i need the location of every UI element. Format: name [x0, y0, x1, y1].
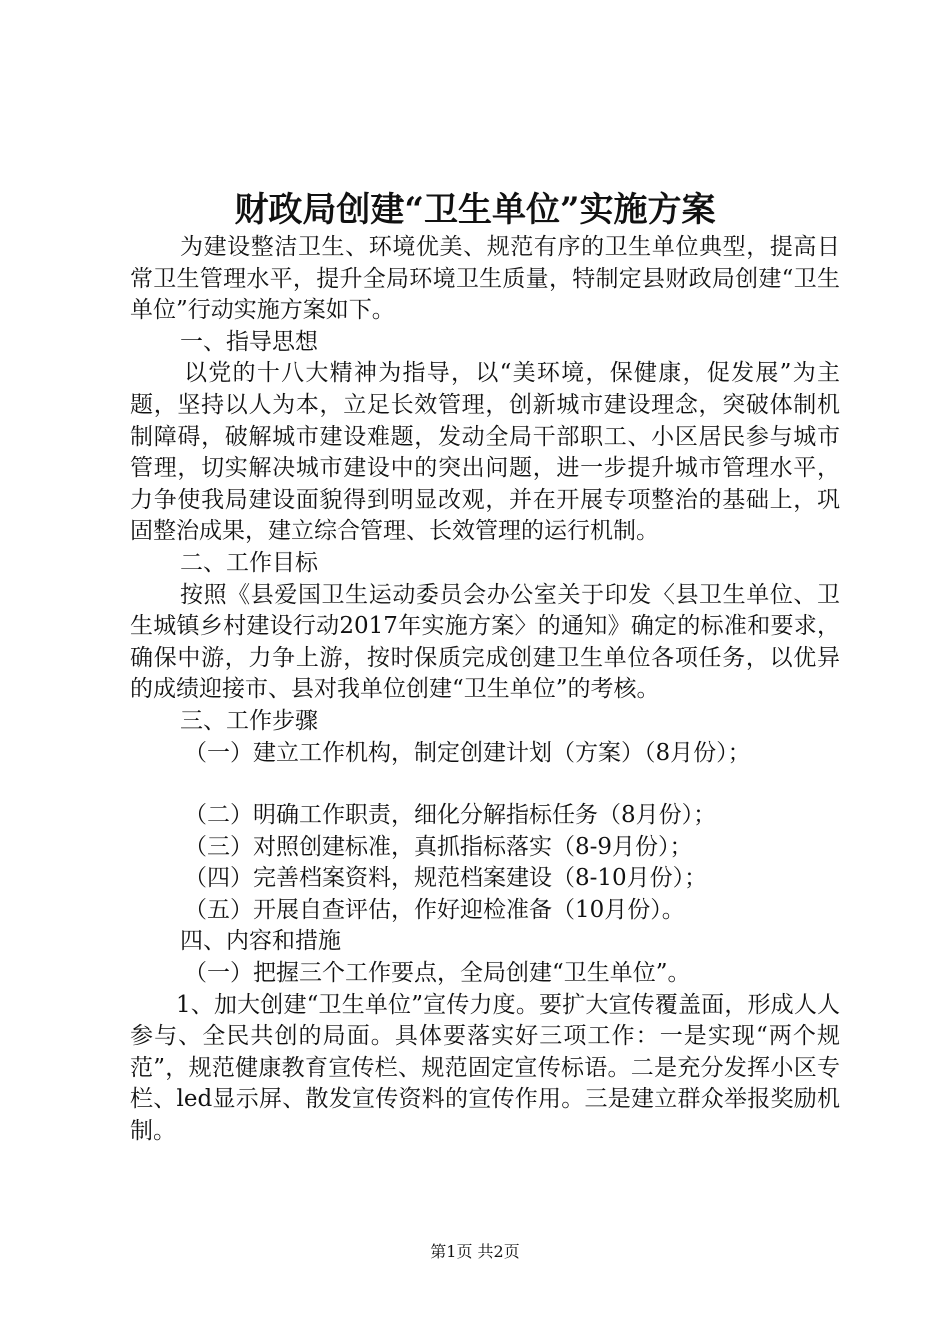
section-heading-work-steps: 三、工作步骤	[180, 707, 318, 734]
work-step-item: （一）建立工作机构，制定创建计划（方案）（8月份）；	[184, 739, 751, 766]
work-step-item: （二）明确工作职责，细化分解指标任务（8月份）；	[184, 802, 717, 829]
work-step-item: （五）开展自查评估，作好迎检准备（10月份）。	[184, 896, 685, 923]
publicity-paragraph: 1、加大创建“卫生单位”宣传力度。要扩大宣传覆盖面，形成人人参与、全民共创的局面。具体要落实好三项工作：一是实现“两个规范”，规范健康教育宣传栏、规范固定宣传标语。二是充分发挥小区专栏、led显示屏、散发宣传资料的宣传作用。三是建立群众举报奖励机制。	[130, 991, 840, 1145]
guiding-ideology-paragraph: 以党的十八大精神为指导，以“美环境，保健康，促发展”为主题，坚持以人为本，立足长效管理，创新城市建设理念，突破体制机制障碍，破解城市建设难题，发动全局干部职工、小区居民参与城市管理，切实解决城市建设中的突出问题，进一步提升城市管理水平，力争使我局建设面貌得到明显改观，并在开展专项整治的基础上，巩固整治成果，建立综合管理、长效管理的运行机制。	[130, 360, 840, 545]
page-footer: 第1页 共2页	[430, 1242, 520, 1261]
subsection-heading: （一）把握三个工作要点，全局创建“卫生单位”。	[184, 960, 691, 987]
document-title: 财政局创建“卫生单位”实施方案	[234, 190, 716, 230]
section-heading-work-goals: 二、工作目标	[180, 549, 318, 576]
intro-paragraph: 为建设整洁卫生、环境优美、规范有序的卫生单位典型，提高日常卫生管理水平，提升全局环境卫生质量，特制定县财政局创建“卫生单位”行动实施方案如下。	[130, 234, 840, 324]
section-heading-guiding-ideology: 一、指导思想	[180, 328, 318, 355]
section-heading-content-measures: 四、内容和措施	[180, 928, 341, 955]
work-step-item: （四）完善档案资料，规范档案建设（8-10月份）；	[184, 865, 708, 892]
work-step-item: （三）对照创建标准，真抓指标落实（8-9月份）；	[184, 833, 693, 860]
work-goals-paragraph: 按照《县爱国卫生运动委员会办公室关于印发〈县卫生单位、卫生城镇乡村建设行动2017年实施方案〉的通知》确定的标准和要求，确保中游，力争上游，按时保质完成创建卫生单位各项任务，以优异的成绩迎接市、县对我单位创建“卫生单位”的考核。	[130, 581, 840, 703]
document-body	[130, 232, 840, 1148]
